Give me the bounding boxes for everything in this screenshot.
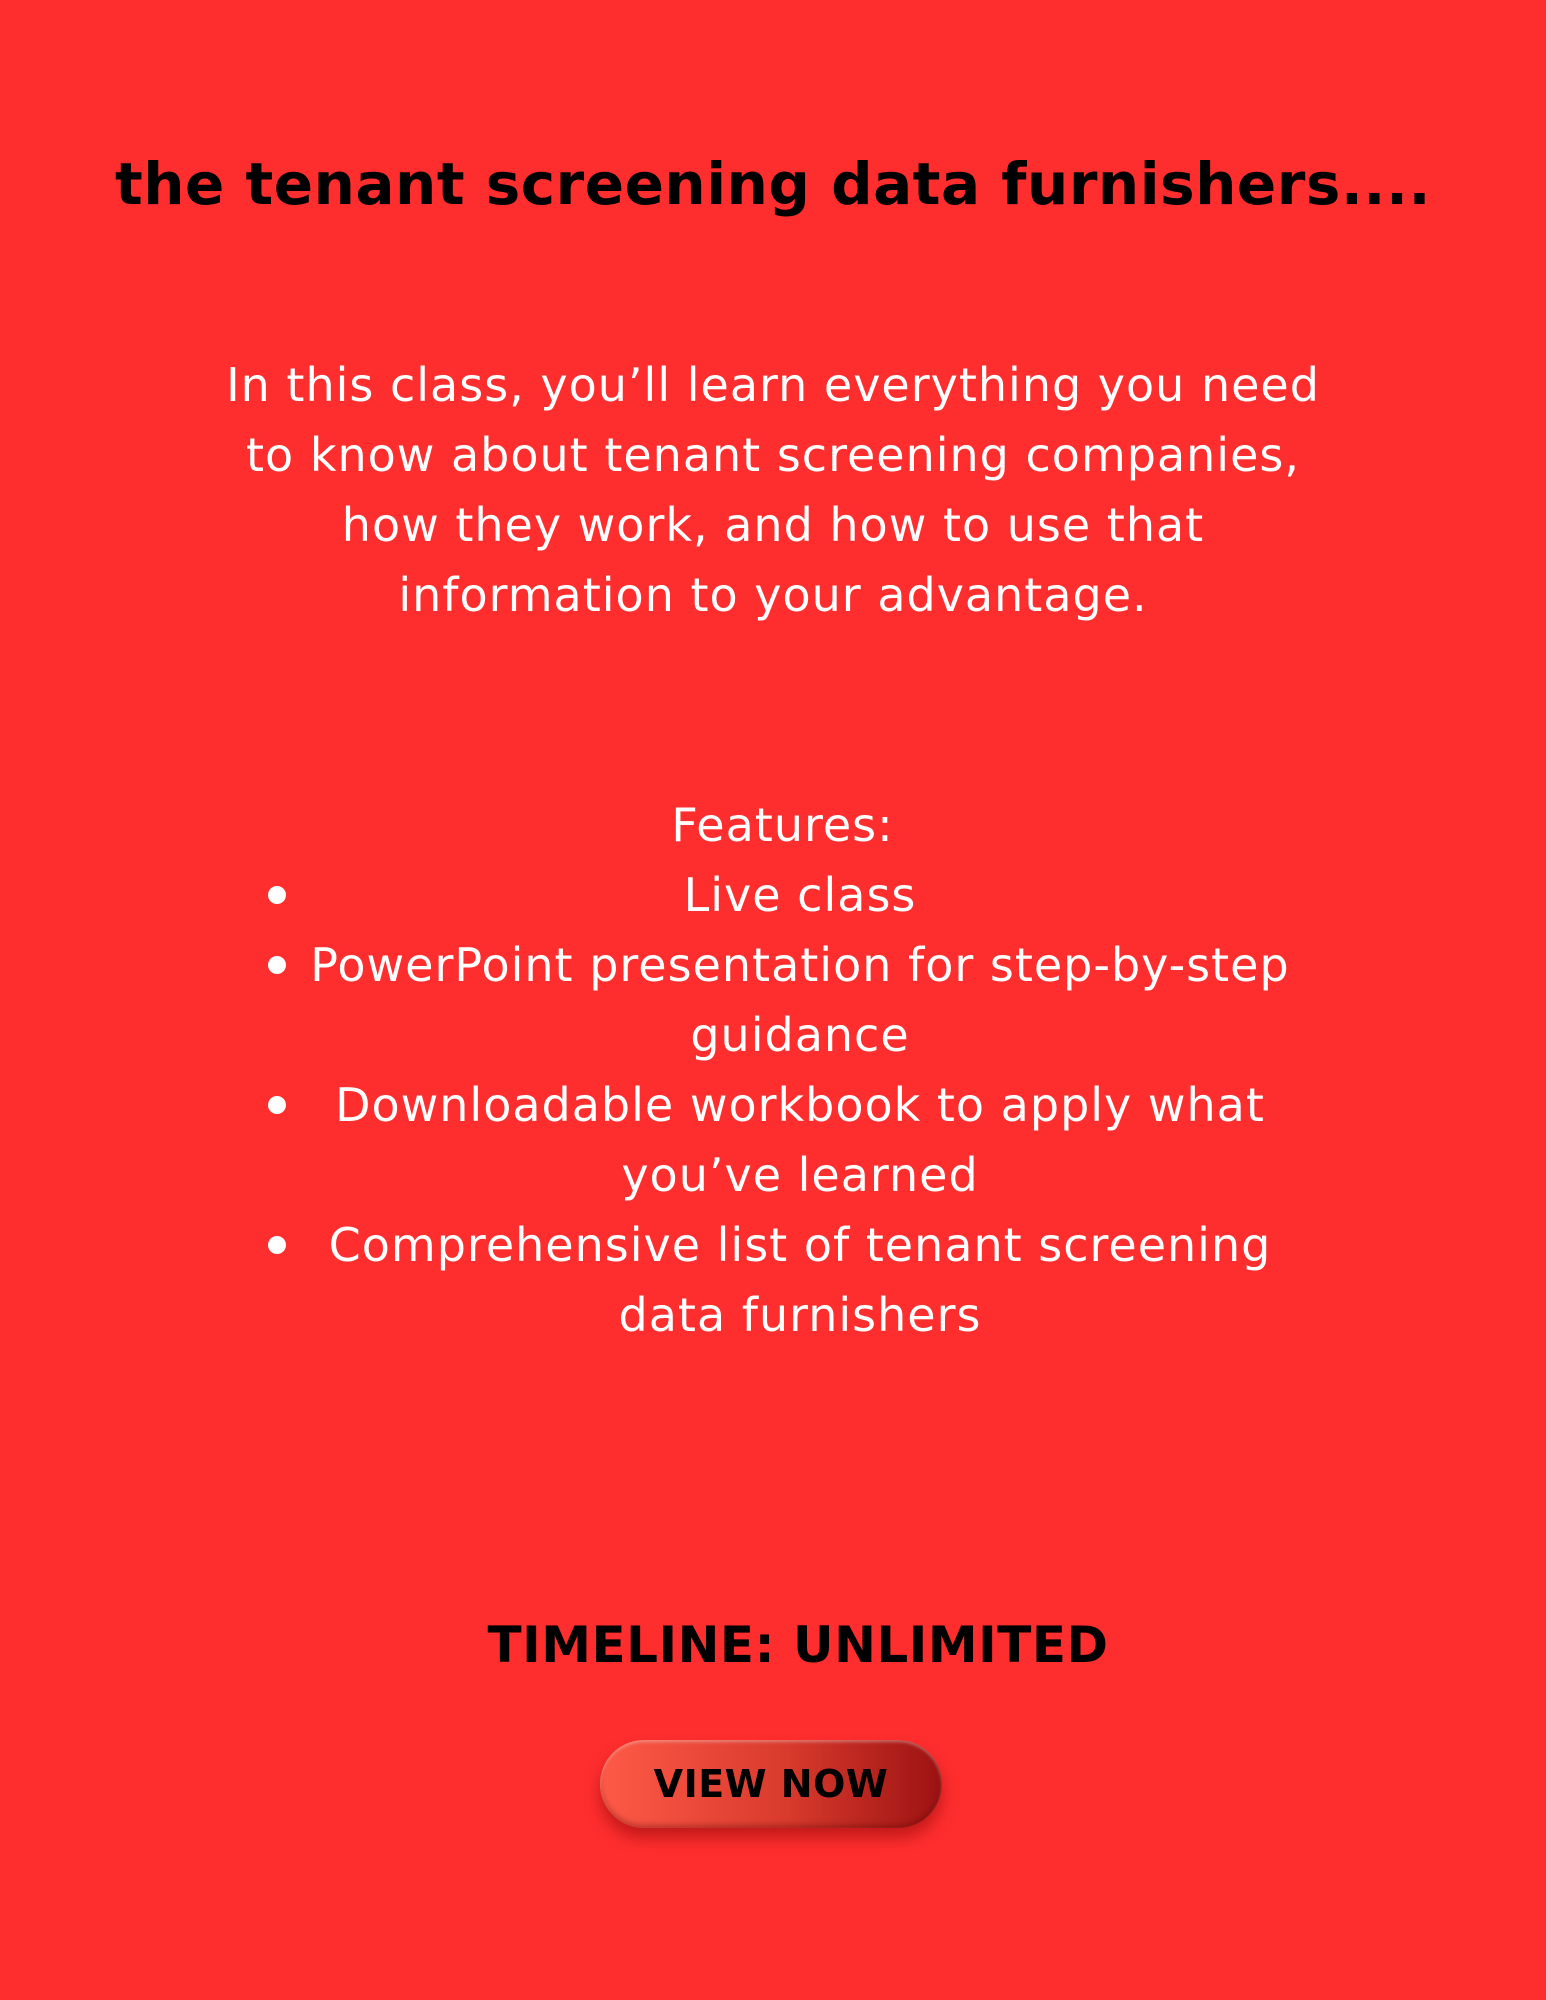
features-section [210,790,1340,1350]
list-item [210,1070,1340,1210]
list-item [210,930,1340,1070]
page-title: the tenant screening data furnishers.... [114,150,1432,218]
bullet-icon [268,1236,286,1254]
features-list [210,860,1340,1350]
bullet-icon [268,956,286,974]
list-item [210,1210,1340,1350]
feature-text: Downloadable workbook to apply what you’ve learned [335,1078,1265,1202]
feature-text: PowerPoint presentation for step-by-step guidance [310,938,1290,1062]
feature-text: Comprehensive list of tenant screening data furnishers [328,1218,1272,1342]
intro-text: In this class, you’ll learn everything you need to know about tenant screening companies, how they work, and how to use that information to your advantage. [226,358,1320,622]
list-item [210,860,1340,930]
bullet-icon [268,886,286,904]
timeline-text: TIMELINE: UNLIMITED [487,1616,1109,1674]
bullet-icon [268,1096,286,1114]
view-now-button[interactable]: VIEW NOW [600,1740,942,1828]
feature-text: Live class [683,868,917,922]
features-heading: Features: [671,798,894,852]
